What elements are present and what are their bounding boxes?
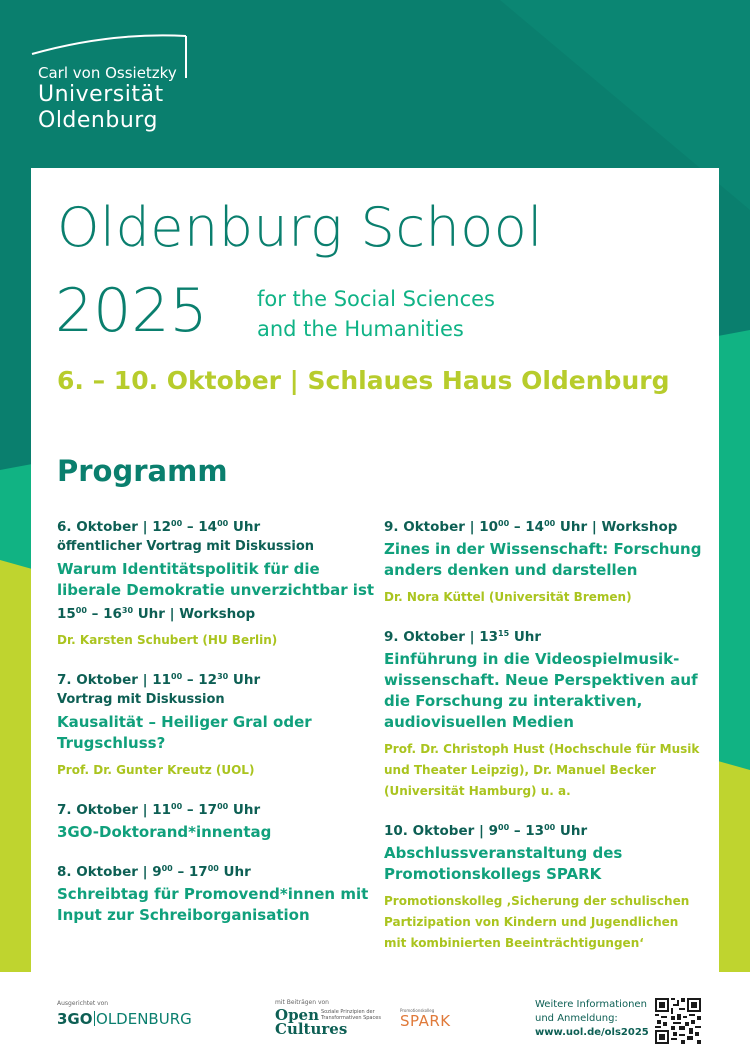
program-heading: Programm — [57, 454, 228, 488]
event-name: Schreibtag für Promovend*innen mit Input zur Schreiborganisation — [57, 885, 369, 924]
event-date: 10. Oktober | $9^{00} - 13^{00}$ Uhr — [384, 823, 588, 839]
event-date: 7. Oktober | $11^{00} - 17^{00}$ Uhr — [57, 802, 261, 818]
logo-line-3: Oldenburg — [38, 108, 158, 133]
content-card — [31, 168, 719, 972]
spark-label: Promotionskolleg — [400, 1008, 435, 1013]
event-item — [384, 624, 704, 802]
event-date: 9. Oktober | $13^{15}$ Uhr — [384, 629, 542, 645]
contrib-label: mit Beiträgen von — [275, 999, 329, 1006]
event-item — [384, 818, 704, 954]
event-item — [384, 514, 704, 608]
event-date: 7. Oktober | $11^{00} - 12^{30}$ Uhr — [57, 672, 261, 688]
spark-logo: SPARK — [400, 1012, 451, 1030]
event-date: 8. Oktober | $9^{00} - 17^{00}$ Uhr — [57, 864, 251, 880]
event-date: 6. Oktober | $12^{00} - 14^{00}$ Uhr — [57, 519, 261, 535]
event-speaker: Dr. Karsten Schubert (HU Berlin) — [57, 633, 278, 647]
event-item — [57, 667, 377, 781]
3go-logo: 3GO OLDENBURG — [57, 1010, 192, 1028]
event-speaker: Prof. Dr. Christoph Hust (Hochschule für Musik und Theater Leipzig), Dr. Manuel Becker (Universität Hamburg) u. a. — [384, 742, 700, 798]
logo-line-2: Universität — [38, 82, 164, 107]
program-column-right — [384, 514, 704, 970]
logo-line-1: Carl von Ossietzky — [38, 64, 177, 82]
event-item — [57, 859, 377, 926]
event-speaker: Promotionskolleg ‚Sicherung der schulischen Partizipation von Kindern und Jugendlichen mit kombinierten Beeinträchtigungen‘ — [384, 894, 690, 950]
event-dateline: 6. – 10. Oktober | Schlaues Haus Oldenburg — [57, 366, 670, 395]
event-speaker: Prof. Dr. Gunter Kreutz (UOL) — [57, 763, 255, 777]
event-extra-date: $15^{00} - 16^{30}$ Uhr | Workshop — [57, 606, 256, 622]
subtitle-line-1: for the Social Sciences — [257, 287, 495, 311]
event-year: 2025 — [55, 276, 208, 346]
organizer-label: Ausgerichtet von — [57, 1000, 109, 1007]
event-name: Kausalität – Heiliger Gral oder Trugschluss? — [57, 713, 312, 752]
event-name: Abschlussveranstaltung des Promotionskollegs SPARK — [384, 844, 623, 883]
event-name: 3GO-Doktorand*innentag — [57, 823, 272, 841]
event-item — [57, 797, 377, 843]
more-info: Weitere Informationen und Anmeldung: www.uol.de/ols2025 — [535, 999, 649, 1038]
event-type: öffentlicher Vortrag mit Diskussion — [57, 539, 315, 554]
event-title: Oldenburg School — [57, 196, 543, 259]
event-date: 9. Oktober | $10^{00} - 14^{00}$ Uhr | Workshop — [384, 519, 678, 535]
logo-separator — [94, 1011, 96, 1026]
event-name: Warum Identitätspolitik für die liberale Demokratie unverzichtbar ist — [57, 560, 375, 599]
event-name: Zines in der Wissenschaft: Forschung anders denken und darstellen — [384, 540, 702, 579]
university-logo — [30, 30, 200, 140]
logo-text — [38, 64, 177, 134]
qr-code-icon[interactable] — [655, 998, 701, 1044]
footer — [0, 972, 750, 1060]
open-cultures-logo: Open Cultures — [275, 1006, 348, 1038]
program-column-left — [57, 514, 377, 942]
event-type: Vortrag mit Diskussion — [57, 692, 225, 707]
info-url[interactable]: www.uol.de/ols2025 — [535, 1027, 649, 1038]
event-speaker: Dr. Nora Küttel (Universität Bremen) — [384, 590, 632, 604]
event-subtitle — [257, 284, 495, 344]
subtitle-line-2: and the Humanities — [257, 317, 464, 341]
event-item — [57, 514, 377, 651]
event-name: Einführung in die Videospielmusik-wissenschaft. Neue Perspektiven auf die Forschung zu interaktiven, audiovisuellen Medien — [384, 650, 698, 731]
open-cultures-subtitle: Soziale Prinzipien der Transformativen Spaces — [321, 1009, 381, 1021]
